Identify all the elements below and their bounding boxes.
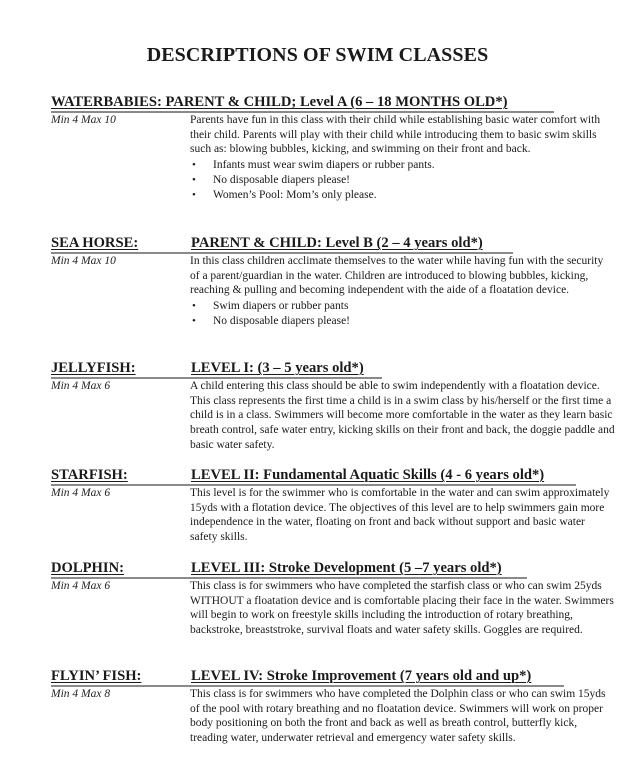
class-capacity: Min 4 Max 10 [51, 255, 116, 267]
note-item: • Women’s Pool: Mom’s only please. [190, 188, 615, 203]
class-description: In this class children acclimate themselves to the water while having fun with the security of a parent/guardian in the water. Children are introduced to blowing bubbles, kicking, reaching & pulling and becoming independent with the aide of a floatation device. [190, 255, 604, 297]
class-level: LEVEL I: (3 – 5 years old*) [191, 360, 364, 376]
class-name: STARFISH: [51, 467, 128, 483]
class-flyin-fish [51, 668, 611, 746]
class-name: WATERBABIES: PARENT & CHILD; Level A (6 – 18 MONTHS OLD*) [51, 94, 508, 110]
note-item: • No disposable diapers please! [190, 314, 615, 329]
class-capacity: Min 4 Max 6 [51, 380, 111, 392]
class-capacity: Min 4 Max 10 [51, 114, 116, 126]
page-title: DESCRIPTIONS OF SWIM CLASSES [146, 44, 489, 66]
class-heading [51, 94, 611, 110]
class-sea-horse [51, 235, 611, 329]
class-description: A child entering this class should be able to swim independently with a floatation device. This class represents the first time a child is in a swim class by his/herself or the first time a child is in a class. Swimmers will become more comfortable in the water as they learn basic breath control, safe water entry, kicking skills on their front and back, the doggie paddle and basic water safety. [190, 380, 615, 451]
class-heading [51, 668, 611, 684]
class-heading [51, 235, 611, 251]
class-level: LEVEL IV: Stroke Improvement (7 years old and up*) [191, 668, 532, 684]
class-description: This class is for swimmers who have completed the Dolphin class or who can swim 15yds of the pool with rotary breathing and no floatation device. Swimmers will work on proper body positioning on both the front and back as well as breath control, butterfly kick, treading water, underwater retrieval and emergency water safety skills. [190, 688, 606, 745]
class-name: JELLYFISH: [51, 360, 136, 376]
class-notes [190, 299, 615, 329]
class-waterbabies [51, 94, 611, 203]
class-level: LEVEL II: Fundamental Aquatic Skills (4 - 6 years old*) [191, 467, 545, 483]
note-item: • No disposable diapers please! [190, 173, 615, 188]
class-heading [51, 360, 611, 376]
class-capacity: Min 4 Max 6 [51, 487, 111, 499]
class-jellyfish [51, 360, 615, 453]
class-heading [51, 560, 611, 576]
class-capacity: Min 4 Max 8 [51, 688, 111, 700]
class-description: This class is for swimmers who have completed the starfish class or who can swim 25yds WITHOUT a floatation device and is comfortable placing their face in the water. Swimmers will begin to work on freestyle skills including the introduction of rotary breathing, backstroke, breaststroke, survival floats and water safety skills. Goggles are required. [190, 580, 614, 637]
class-level: LEVEL III: Stroke Development (5 –7 years old*) [191, 560, 502, 576]
note-item: • Swim diapers or rubber pants [190, 299, 615, 314]
class-notes [190, 158, 615, 203]
class-name: DOLPHIN: [51, 560, 124, 576]
class-description: Parents have fun in this class with their child while establishing basic water comfort with their child. Parents will play with their child while introducing them to basic swim skills such as: blowing bubbles, kicking, and swimming on their front and back. [190, 114, 601, 156]
class-name: FLYIN’ FISH: [51, 668, 142, 684]
class-dolphin [51, 560, 614, 638]
class-starfish [51, 467, 611, 545]
class-description: This level is for the swimmer who is comfortable in the water and can swim approximately 15yds with a flotation device. The objectives of this level are to help swimmers gain more independence in the water, floating on front and back without support and basic water safety skills. [190, 487, 610, 544]
class-heading [51, 467, 611, 483]
class-level: PARENT & CHILD: Level B (2 – 4 years old*) [191, 235, 483, 251]
class-capacity: Min 4 Max 6 [51, 580, 111, 592]
note-item: • Infants must wear swim diapers or rubber pants. [190, 158, 615, 173]
class-name: SEA HORSE: [51, 235, 139, 251]
